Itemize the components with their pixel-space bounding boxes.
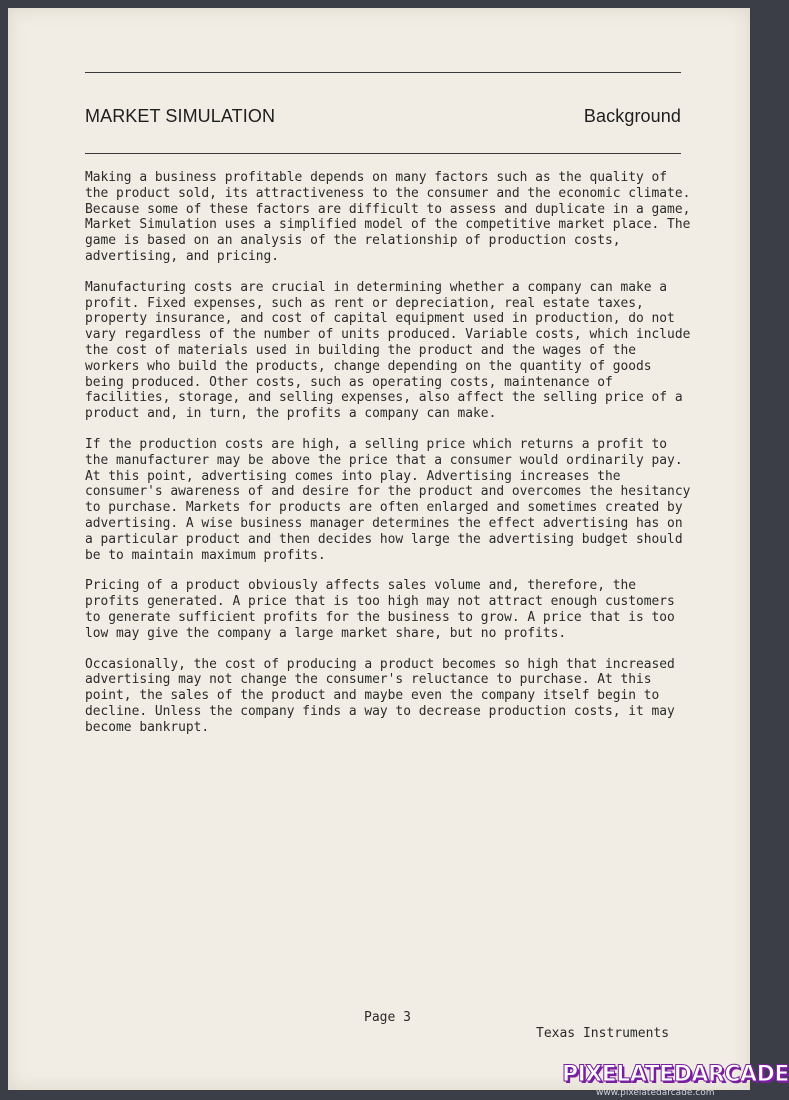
paragraph-decline: Occasionally, the cost of producing a product becomes so high that increased advertising may not change the consumer's reluctance to purchase. At this point, the sales of the product and maybe even the company itself begin to decline. Unless the company finds a way to decrease production costs, it may become bankrupt. [85, 656, 675, 735]
watermark-logo: PIXELATEDARCADE [562, 1062, 789, 1087]
manual-page [8, 8, 750, 1090]
body-text [85, 170, 695, 751]
page-title: MARKET SIMULATION [85, 106, 276, 126]
publisher-name: Texas Instruments [536, 1026, 670, 1041]
paragraph-intro: Making a business profitable depends on many factors such as the quality of the product sold, its attractiveness to the consumer and the economic climate. Because some of these factors are difficult to assess and duplicate in a game, Market Simulation uses a simplified model of the competitive market place. The game is based on an analysis of the relationship of production costs, advertising, and pricing. [85, 170, 691, 264]
header-top-rule [85, 72, 681, 73]
paragraph-advertising: If the production costs are high, a selling price which returns a profit to the manufacturer may be above the price that a consumer would ordinarily pay. At this point, advertising comes into play. Advertising increases the consumer's awareness of and desire for the product and overcomes the hesitancy to purchase. Markets for products are often enlarged and sometimes created by advertising. A wise business manager determines the effect advertising has on a particular product and then decides how large the advertising budget should be to maintain maximum profits. [85, 436, 691, 563]
paragraph-pricing: Pricing of a product obviously affects sales volume and, therefore, the profits generated. A price that is too high may not attract enough customers to generate sufficient profits for the business to grow. A price that is too low may give the company a large market share, but no profits. [85, 578, 675, 641]
paragraph-manufacturing-costs: Manufacturing costs are crucial in determining whether a company can make a profit. Fixed expenses, such as rent or depreciation, real estate taxes, property insurance, and cost of capital equipment used in production, do not vary regardless of the number of units produced. Variable costs, which include the cost of materials used in building the product and the wages of the workers who build the products, change depending on the quantity of goods being produced. Other costs, such as operating costs, maintenance of facilities, storage, and selling expenses, also affect the selling price of a product and, in turn, the profits a company can make. [85, 279, 691, 422]
page-number: Page 3 [364, 1010, 411, 1025]
section-title: Background [583, 106, 681, 126]
watermark-url: www.pixelatedarcade.com [596, 1088, 715, 1098]
header-bottom-rule [85, 153, 681, 154]
